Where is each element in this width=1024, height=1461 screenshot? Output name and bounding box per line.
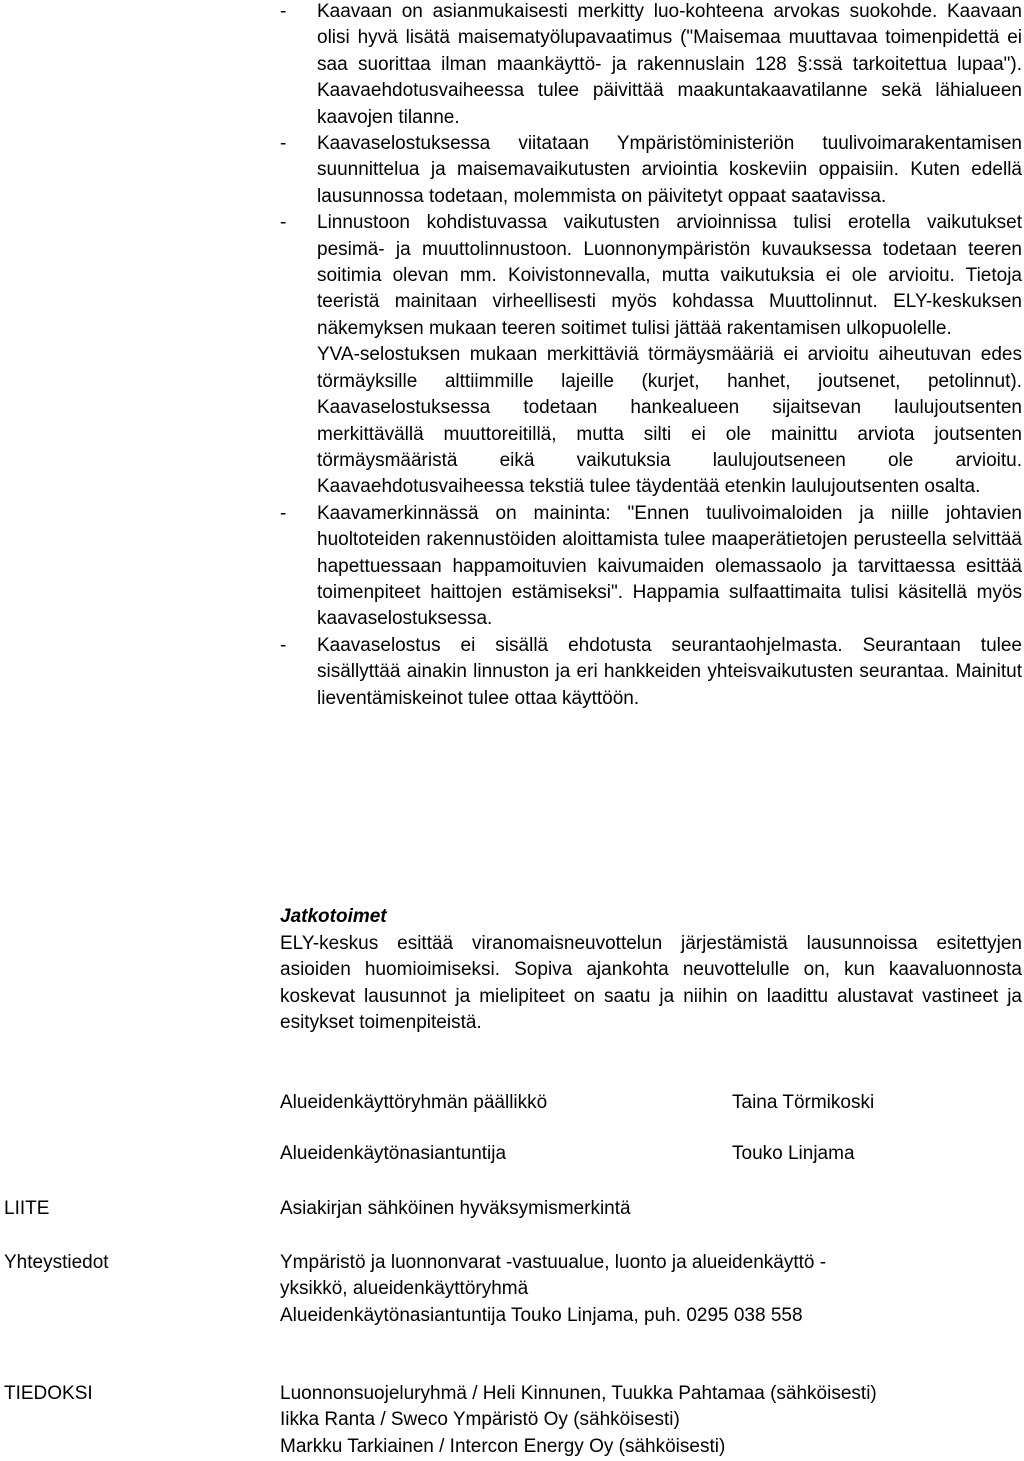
recipient-line: Iikka Ranta / Sweco Ympäristö Oy (sähköisesti) [280,1409,680,1431]
signature-role: Alueidenkäytönasiantuntija [280,1143,507,1164]
bullet-dash: - [280,502,287,524]
yhteystiedot-label: Yhteystiedot [4,1252,109,1273]
tiedoksi-block [280,1381,1022,1460]
bullet-text: Kaavaselostus ei sisällä ehdotusta seurantaohjelmasta. Seurantaan tulee sisällyttää ainakin linnuston ja eri hankkeiden yhteisvaikutusten seurantaa. Mainitut lieventämiskeinot tulee ottaa käyttöön. [317,634,1022,709]
liite-text: Asiakirjan sähköinen hyväksymismerkintä [280,1198,631,1219]
bullet-text: Kaavaselostuksessa viitataan Ympäristöministeriön tuulivoimarakentamisen suunnittelua ja maisemavaikutusten arviointia koskeviin oppaisiin. Kuten edellä lausunnossa todetaan, molemmista on päivitetyt oppaat saatavissa. [317,133,1022,207]
bullet-dash: - [280,212,287,234]
bullet-dash: - [280,133,287,155]
signature-name: Taina Törmikoski [732,1092,875,1113]
section-heading: Jatkotoimet [280,906,387,927]
bullet-text: Linnustoon kohdistuvassa vaikutusten arvioinnissa tulisi erotella vaikutukset pesimä- ja muuttolinnustoon. Luonnonympäristön kuvauksessa todetaan teeren soitimia olevan mm. Koivistonnevalla, mutta vaikutuksia ei ole arvioitu. Tietoja teeristä mainitaan virheellisesti myös kohdassa Muuttolinnut. ELY-keskuksen näkemyksen mukaan teeren soitimet tulisi jättää rakentamisen ulkopuolelle. [317,212,1022,339]
bullet-text: Kaavaan on asianmukaisesti merkitty luo-kohteena arvokas suokohde. Kaavaan olisi hyvä lisätä maisematyölupavaatimus ("Maisemaa muuttavaa toimenpidettä ei saa suorittaa ilman maankäyttö- ja rakennuslain 128 §:ssä tarkoitettua lupaa"). Kaavaehdotusvaiheessa tulee päivittää maakuntakaavatilanne sekä lähialueen kaavojen tilanne. [317,1,1022,128]
bullet-dash: - [280,1,287,22]
signature-role: Alueidenkäyttöryhmän päällikkö [280,1092,548,1113]
list-item-continuation [280,342,1022,500]
contact-line: Alueidenkäytönasiantuntija Touko Linjama, puh. 0295 038 558 [280,1304,803,1326]
contact-line: yksikkö, alueidenkäyttöryhmä [280,1278,529,1300]
continuation-paragraph: YVA-selostuksen mukaan merkittäviä törmäysmääriä ei arvioitu aiheutuvan edes törmäyksille alttiimmille lajeille (kurjet, hanhet, joutsenet, petolinnut). Kaavaselostuksessa todetaan hankealueen sijaitsevan laulujoutsenten merkittävällä muuttoreitillä, mutta silti ei ole mainittu arviota joutsenten törmäysmääristä eikä vaikutuksia laulujoutseneen ole arvioitu. Kaavaehdotusvaiheessa tekstiä tulee täydentää etenkin laulujoutsenten osalta. [317,344,1022,498]
bullet-dash: - [280,634,287,656]
liite-label: LIITE [4,1198,50,1219]
contact-line: Ympäristö ja luonnonvarat -vastuualue, luonto ja alueidenkäyttö - [280,1252,827,1273]
tiedoksi-label: TIEDOKSI [4,1383,93,1404]
yhteystiedot-block [280,1250,1022,1329]
comment-list [280,0,1022,712]
bullet-text: Kaavamerkinnässä on maininta: "Ennen tuulivoimaloiden ja niille johtavien huoltoteiden rakennustöiden aloittamista tulee maaperätietojen perusteella selvittää hapettuessaan happamoituvien kaivumaiden olemassaolo ja tarvittaessa esittää toimenpiteet haittojen estämiseksi". Happamia sulfaattimaita tulisi käsitellä myös kaavaselostuksessa. [317,502,1022,630]
list-item [280,633,1022,712]
recipient-line: Luonnonsuojeluryhmä / Heli Kinnunen, Tuukka Pahtamaa (sähköisesti) [280,1383,877,1404]
list-item [280,210,1022,342]
list-item [280,131,1022,210]
signature-name: Touko Linjama [732,1143,855,1164]
section-paragraph: ELY-keskus esittää viranomaisneuvottelun järjestämistä lausunnoissa esitettyjen asioiden huomioimiseksi. Sopiva ajankohta neuvottelulle on, kun kaavaluonnosta koskevat lausunnot ja mielipiteet on saatu ja niihin on laadittu alustavat vastineet ja esitykset toimenpiteistä. [280,933,1022,1034]
list-item [280,501,1022,633]
list-item [280,0,1022,131]
recipient-line: Markku Tarkiainen / Intercon Energy Oy (sähköisesti) [280,1435,726,1457]
